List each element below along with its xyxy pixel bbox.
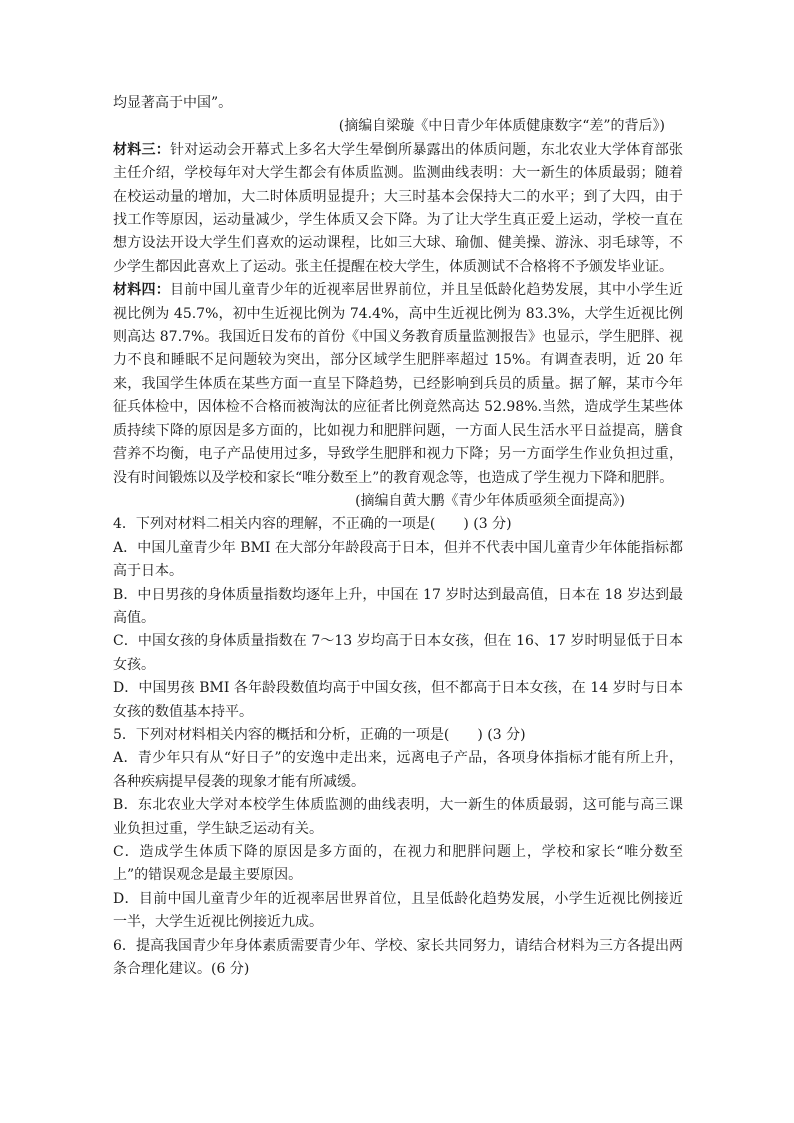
- material3-paragraph: [113, 139, 683, 279]
- question-4-stem: 4．下列对材料二相关内容的理解，不正确的一项是( ) (3 分): [113, 516, 512, 533]
- question-5-option-a: A．青少年只有从“好日子”的安逸中走出来，远离电子产品，各项身体指标才能有所上升，各种疾病提早侵袭的现象才能有所减缓。: [113, 750, 683, 790]
- material3-text: 针对运动会开幕式上多名大学生晕倒所暴露出的体质问题，东北农业大学体育部张主任介绍，学校每年对大学生都会有体质监测。监测曲线表明：大一新生的体质最弱；随着在校运动量的增加，大二时体质明显提升；大三时基本会保持大二的水平；到了大四，由于找工作等原因，运动量减少，学生体质又会下降。为了让大学生真正爱上运动，学校一直在想方设法开设大学生们喜欢的运动课程，比如三大球、瑜伽、健美操、游泳、羽毛球等，不少学生都因此喜欢上了运动。张主任提醒在校大学生，体质测试不合格将不予颁发毕业证。: [113, 141, 684, 275]
- material4-paragraph: [113, 279, 683, 490]
- question-5-stem: 5．下列对材料相关内容的概括和分析，正确的一项是( ) (3 分): [113, 726, 526, 743]
- material2-tail: 均显著高于中国”。: [113, 95, 233, 111]
- question-4-option-b: B．中日男孩的身体质量指数均逐年上升，中国在 17 岁时达到最高值，日本在 18 岁达到最高值。: [113, 586, 683, 626]
- material4-label: 材料四：: [113, 282, 171, 299]
- question-5-option-b: B．东北农业大学对本校学生体质监测的曲线表明，大一新生的体质最弱，这可能与高三课业负担过重，学生缺乏运动有关。: [113, 797, 683, 837]
- material3-label: 材料三：: [113, 141, 171, 158]
- material4-text: 目前中国儿童青少年的近视率居世界前位，并且呈低龄化趋势发展，其中小学生近视比例为 45.7%，初中生近视比例为 74.4%，高中生近视比例为 83.3%，大学生近视比例则高达 87.7%。我国近日发布的首份《中国义务教育质量监测报告》也显示，学生肥胖、视力不良和睡眠不足问题较为突出，部分区域学生肥胖率超过 15%。有调查表明，近 20 年来，我国学生体质在某些方面一直呈下降趋势，已经影响到兵员的质量。据了解，某市今年征兵体检中，因体检不合格而被淘汰的应征者比例竟然高达 52.98%.当然，造成学生某些体质持续下降的原因是多方面的，比如视力和肥胖问题，一方面人民生活水平日益提高，膳食营养不均衡，电子产品使用过多，导致学生肥胖和视力下降；另一方面学生作业负担过重，没有时间锻炼以及学校和家长“唯分数至上”的教育观念等，也造成了学生视力下降和肥胖。: [113, 282, 684, 486]
- question-4-option-c: C．中国女孩的身体质量指数在 7～13 岁均高于日本女孩，但在 16、17 岁时明显低于日本女孩。: [113, 633, 683, 673]
- source-citation-4: (摘编自黄大鹏《青少年体质亟须全面提高》): [355, 492, 625, 509]
- question-6-stem: 6．提高我国青少年身体素质需要青少年、学校、家长共同努力，请结合材料为三方各提出两条合理化建议。(6 分): [113, 937, 683, 978]
- source-citation-2: (摘编自梁璇《中日青少年体质健康数字“差”的背后》): [338, 118, 665, 135]
- question-5-option-c: C．造成学生体质下降的原因是多方面的，在视力和肥胖问题上，学校和家长“唯分数至上”的错误观念是最主要原因。: [113, 844, 683, 884]
- document-page: [113, 92, 683, 981]
- question-4-option-d: D．中国男孩 BMI 各年龄段数值均高于中国女孩，但不都高于日本女孩，在 14 岁时与日本女孩的数值基本持平。: [113, 680, 683, 720]
- question-5-option-d: D．目前中国儿童青少年的近视率居世界首位，且呈低龄化趋势发展，小学生近视比例接近一半，大学生近视比例接近九成。: [113, 890, 683, 931]
- question-4-option-a: A．中国儿童青少年 BMI 在大部分年龄段高于日本，但并不代表中国儿童青少年体能指标都高于日本。: [113, 539, 683, 580]
